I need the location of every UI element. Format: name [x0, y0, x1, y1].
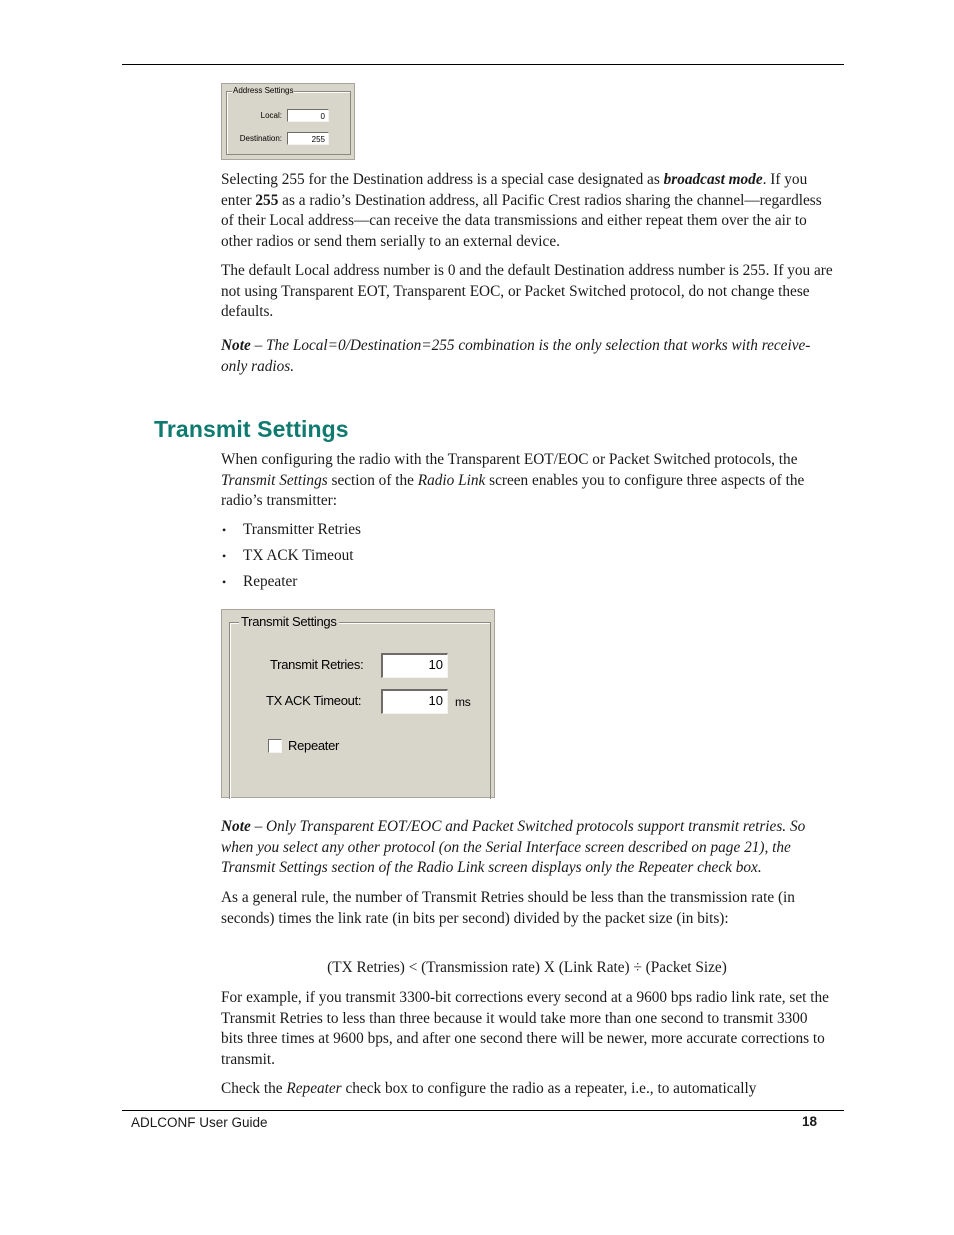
note2-label: Note	[221, 818, 251, 835]
footer-title: ADLCONF User Guide	[131, 1115, 268, 1130]
page-number: 18	[801, 1114, 817, 1129]
bullet-icon: •	[222, 549, 227, 563]
address-settings-screenshot	[221, 83, 355, 160]
section-heading: Transmit Settings	[154, 416, 349, 442]
para1-text-e: as a radio’s Destination address, all Pacific Crest radios sharing the channel—regardless of their Local address—can receive the data transmissions and either repeat them over the air to other radios or send them serially to an external device.	[221, 191, 822, 250]
footer-rule	[122, 1110, 844, 1111]
list-item-text: Repeater	[243, 573, 298, 590]
list-item	[221, 546, 721, 572]
para1-text-c: . If you enter	[221, 171, 808, 209]
list-item-text: Transmitter Retries	[243, 521, 361, 538]
local-label: Local:	[260, 111, 282, 120]
tx-ack-timeout-label: TX ACK Timeout:	[266, 693, 362, 708]
transmit-intro-paragraph	[221, 450, 833, 512]
bullet-icon: •	[222, 575, 227, 589]
list-item	[221, 572, 721, 598]
destination-address-field[interactable]: 255	[287, 132, 329, 145]
para3-italic-transmit-settings: Transmit Settings	[221, 471, 328, 489]
destination-label: Destination:	[239, 134, 282, 143]
list-item-text: TX ACK Timeout	[243, 547, 354, 564]
note1-text: – The Local=0/Destination=255 combination is the only selection that works with receive-only radios.	[221, 337, 811, 375]
address-settings-group	[226, 86, 351, 155]
header-rule	[122, 64, 844, 65]
para3-text-c: section of the	[327, 471, 418, 489]
repeater-checkbox[interactable]	[268, 739, 282, 753]
transmit-retries-field[interactable]: 10	[381, 653, 448, 678]
defaults-paragraph: The default Local address number is 0 and the default Destination address number is 255. If you are not using Transparent EOT, Transparent EOC, or Packet Switched protocol, do not change these defaults.	[221, 262, 833, 321]
para6-text-c: check box to configure the radio as a repeater, i.e., to automatically	[341, 1080, 757, 1097]
para6-italic-repeater: Repeater	[286, 1080, 342, 1097]
address-settings-legend: Address Settings	[233, 86, 294, 95]
transmit-settings-legend: Transmit Settings	[241, 614, 337, 629]
transmitter-aspects-list	[221, 520, 721, 598]
note-transmit-retries	[221, 817, 833, 879]
para3-text-a: When configuring the radio with the Transparent EOT/EOC or Packet Switched protocols, the	[221, 451, 798, 468]
retries-formula: (TX Retries) < (Transmission rate) X (Link Rate) ÷ (Packet Size)	[327, 959, 727, 976]
para1-text-a: Selecting 255 for the Destination address is a special case designated as	[221, 171, 664, 188]
example-paragraph: For example, if you transmit 3300-bit corrections every second at a 9600 bps radio link rate, set the Transmit Retries to less than three because it would take more than one second to transmit 3300 bits three times at 9600 bps, and after one second there will be newer, more accurate corrections to transmit.	[221, 989, 829, 1068]
repeater-paragraph	[221, 1079, 833, 1100]
para3-italic-radio-link: Radio Link	[417, 471, 486, 489]
transmit-retries-label: Transmit Retries:	[270, 657, 364, 672]
transmit-settings-group	[229, 614, 491, 799]
list-item	[221, 520, 721, 546]
note-receive-only	[221, 336, 833, 377]
transmit-settings-screenshot	[221, 609, 495, 798]
para3-text-e: screen enables you to configure three aspects of the radio’s transmitter:	[221, 471, 805, 510]
bullet-icon: •	[222, 523, 227, 537]
local-address-field[interactable]: 0	[287, 109, 329, 122]
broadcast-mode-paragraph	[221, 170, 833, 252]
note1-label: Note	[221, 337, 251, 354]
general-rule-paragraph: As a general rule, the number of Transmit Retries should be less than the transmission rate (in seconds) times the link rate (in bits per second) divided by the packet size (in bits):	[221, 889, 795, 927]
note2-text: – Only Transparent EOT/EOC and Packet Switched protocols support transmit retries. So when you select any other protocol (on the Serial Interface screen described on page 21), the Transmit Settings section of the Radio Link screen displays only the Repeater check box.	[221, 818, 806, 877]
para1-bold-255: 255	[255, 191, 279, 209]
timeout-unit-label: ms	[455, 695, 471, 709]
broadcast-mode-term: broadcast mode	[663, 171, 763, 188]
repeater-label[interactable]: Repeater	[288, 738, 340, 753]
para6-text-a: Check the	[221, 1080, 287, 1097]
tx-ack-timeout-field[interactable]: 10	[381, 689, 448, 714]
